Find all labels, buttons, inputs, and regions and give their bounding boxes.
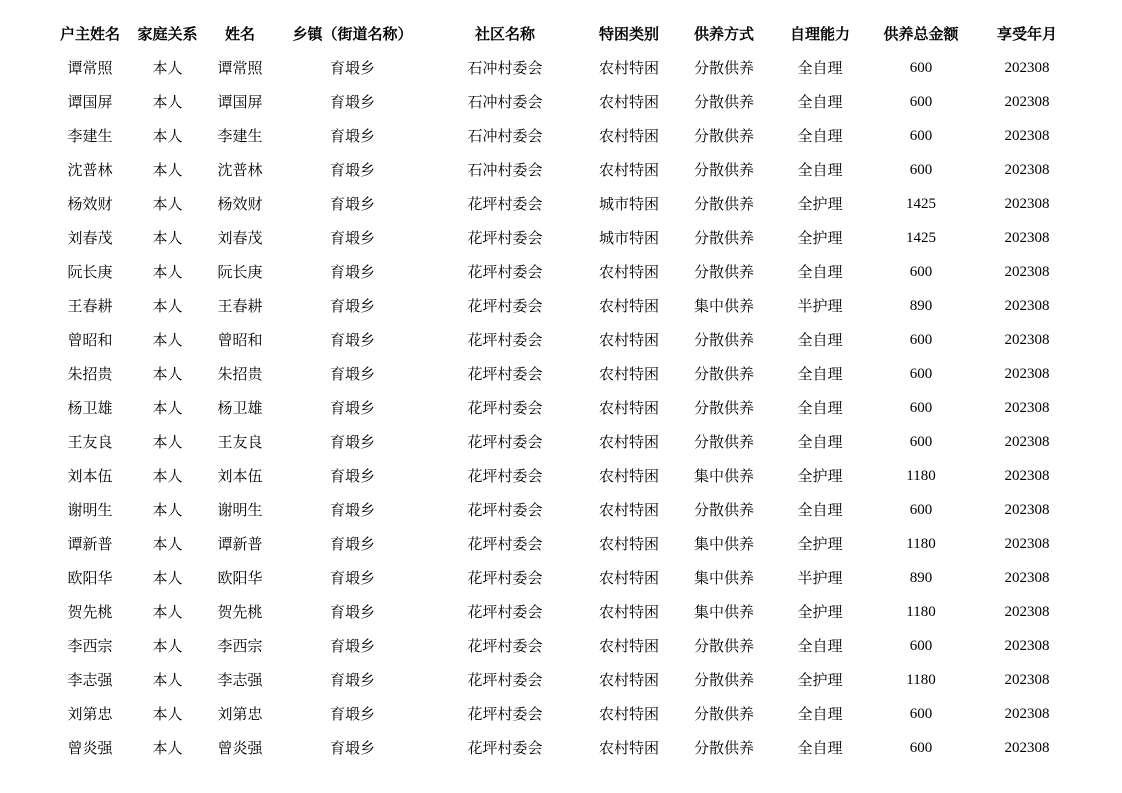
support-mode-cell: 分散供养: [693, 195, 754, 213]
name-cell: 杨卫雄: [217, 399, 263, 417]
total-amount-cell: 600: [909, 162, 933, 178]
name-cell: 曾炎强: [217, 739, 263, 757]
name-cell: 李志强: [217, 671, 263, 689]
support-mode-cell: 集中供养: [693, 467, 754, 485]
support-mode-cell: 分散供养: [693, 501, 754, 519]
name-cell: 王春耕: [217, 297, 263, 315]
householder-cell: 朱招贵: [67, 365, 113, 383]
category-cell: 农村特困: [598, 127, 659, 145]
self-care-cell: 半护理: [797, 297, 843, 315]
total-amount-cell: 1180: [906, 672, 936, 688]
community-cell: 花坪村委会: [467, 263, 543, 281]
relation-cell: 本人: [152, 195, 183, 213]
table-row: [55, 255, 1087, 289]
total-amount-cell: 1180: [906, 536, 936, 552]
table-row: [55, 731, 1087, 765]
year-month-cell: 202308: [1004, 400, 1050, 416]
support-mode-cell: 分散供养: [693, 739, 754, 757]
householder-cell: 谭新普: [67, 535, 113, 553]
community-cell: 石冲村委会: [467, 161, 543, 179]
community-cell: 花坪村委会: [467, 535, 543, 553]
self-care-cell: 半护理: [797, 569, 843, 587]
name-cell: 谭常照: [217, 59, 263, 77]
table-row: [55, 697, 1087, 731]
category-cell: 农村特困: [598, 603, 659, 621]
name-cell: 谭新普: [217, 535, 263, 553]
category-cell: 农村特困: [598, 705, 659, 723]
year-month-cell: 202308: [1004, 298, 1050, 314]
community-cell: 花坪村委会: [467, 297, 543, 315]
self-care-cell: 全自理: [797, 161, 843, 179]
total-amount-cell: 600: [909, 94, 933, 110]
support-mode-cell: 集中供养: [693, 603, 754, 621]
self-care-cell: 全自理: [797, 433, 843, 451]
total-amount-cell: 1180: [906, 604, 936, 620]
name-cell: 刘第忠: [217, 705, 263, 723]
self-care-cell: 全自理: [797, 263, 843, 281]
total-amount-cell: 600: [909, 264, 933, 280]
township-cell: 育塅乡: [329, 331, 375, 349]
householder-cell: 阮长庚: [67, 263, 113, 281]
relation-cell: 本人: [152, 433, 183, 451]
relation-cell: 本人: [152, 59, 183, 77]
year-month-cell: 202308: [1004, 264, 1050, 280]
support-mode-cell: 分散供养: [693, 263, 754, 281]
total-amount-cell: 1180: [906, 468, 936, 484]
year-month-cell: 202308: [1004, 366, 1050, 382]
self-care-cell: 全自理: [797, 127, 843, 145]
self-care-cell: 全自理: [797, 637, 843, 655]
community-cell: 花坪村委会: [467, 569, 543, 587]
total-amount-cell: 600: [909, 706, 933, 722]
name-cell: 沈普林: [217, 161, 263, 179]
township-cell: 育塅乡: [329, 569, 375, 587]
year-month-cell: 202308: [1004, 638, 1050, 654]
year-month-cell: 202308: [1004, 128, 1050, 144]
relation-cell: 本人: [152, 297, 183, 315]
support-mode-cell: 集中供养: [693, 297, 754, 315]
column-header-community: 社区名称: [474, 25, 535, 43]
total-amount-cell: 600: [909, 400, 933, 416]
community-cell: 花坪村委会: [467, 331, 543, 349]
township-cell: 育塅乡: [329, 263, 375, 281]
township-cell: 育塅乡: [329, 399, 375, 417]
total-amount-cell: 600: [909, 366, 933, 382]
table-row: [55, 51, 1087, 85]
table-row: [55, 357, 1087, 391]
table-body: [55, 51, 1087, 765]
total-amount-cell: 890: [909, 298, 933, 314]
community-cell: 花坪村委会: [467, 501, 543, 519]
column-header-support-mode: 供养方式: [693, 25, 754, 43]
householder-cell: 曾昭和: [67, 331, 113, 349]
year-month-cell: 202308: [1004, 536, 1050, 552]
year-month-cell: 202308: [1004, 672, 1050, 688]
year-month-cell: 202308: [1004, 468, 1050, 484]
support-mode-cell: 分散供养: [693, 93, 754, 111]
year-month-cell: 202308: [1004, 230, 1050, 246]
category-cell: 农村特困: [598, 297, 659, 315]
township-cell: 育塅乡: [329, 705, 375, 723]
householder-cell: 刘本伍: [67, 467, 113, 485]
table-row: [55, 153, 1087, 187]
relation-cell: 本人: [152, 467, 183, 485]
total-amount-cell: 1425: [906, 196, 936, 212]
header-row: [55, 17, 1087, 51]
table-row: [55, 323, 1087, 357]
category-cell: 农村特困: [598, 467, 659, 485]
table-row: [55, 119, 1087, 153]
table-row: [55, 561, 1087, 595]
category-cell: 城市特困: [598, 229, 659, 247]
total-amount-cell: 600: [909, 740, 933, 756]
township-cell: 育塅乡: [329, 59, 375, 77]
relation-cell: 本人: [152, 263, 183, 281]
table-row: [55, 459, 1087, 493]
category-cell: 农村特困: [598, 501, 659, 519]
column-header-category: 特困类别: [598, 25, 659, 43]
relation-cell: 本人: [152, 229, 183, 247]
township-cell: 育塅乡: [329, 365, 375, 383]
relation-cell: 本人: [152, 399, 183, 417]
table-row: [55, 391, 1087, 425]
self-care-cell: 全护理: [797, 467, 843, 485]
total-amount-cell: 890: [909, 570, 933, 586]
community-cell: 花坪村委会: [467, 739, 543, 757]
householder-cell: 曾炎强: [67, 739, 113, 757]
self-care-cell: 全自理: [797, 739, 843, 757]
relation-cell: 本人: [152, 161, 183, 179]
community-cell: 石冲村委会: [467, 59, 543, 77]
relation-cell: 本人: [152, 93, 183, 111]
householder-cell: 王友良: [67, 433, 113, 451]
year-month-cell: 202308: [1004, 162, 1050, 178]
name-cell: 阮长庚: [217, 263, 263, 281]
category-cell: 农村特困: [598, 399, 659, 417]
community-cell: 石冲村委会: [467, 127, 543, 145]
category-cell: 农村特困: [598, 569, 659, 587]
category-cell: 农村特困: [598, 93, 659, 111]
support-mode-cell: 分散供养: [693, 365, 754, 383]
column-header-total-amount: 供养总金额: [883, 25, 959, 43]
township-cell: 育塅乡: [329, 467, 375, 485]
self-care-cell: 全护理: [797, 603, 843, 621]
householder-cell: 刘第忠: [67, 705, 113, 723]
self-care-cell: 全护理: [797, 671, 843, 689]
support-mode-cell: 集中供养: [693, 535, 754, 553]
community-cell: 花坪村委会: [467, 365, 543, 383]
table-row: [55, 85, 1087, 119]
relation-cell: 本人: [152, 637, 183, 655]
support-mode-cell: 分散供养: [693, 229, 754, 247]
category-cell: 农村特困: [598, 331, 659, 349]
table-row: [55, 663, 1087, 697]
householder-cell: 谭常照: [67, 59, 113, 77]
category-cell: 农村特困: [598, 739, 659, 757]
community-cell: 花坪村委会: [467, 705, 543, 723]
column-header-relation: 家庭关系: [137, 25, 198, 43]
category-cell: 农村特困: [598, 535, 659, 553]
householder-cell: 杨效财: [67, 195, 113, 213]
table-row: [55, 425, 1087, 459]
community-cell: 花坪村委会: [467, 467, 543, 485]
community-cell: 花坪村委会: [467, 229, 543, 247]
relation-cell: 本人: [152, 331, 183, 349]
category-cell: 农村特困: [598, 263, 659, 281]
total-amount-cell: 600: [909, 332, 933, 348]
total-amount-cell: 1425: [906, 230, 936, 246]
township-cell: 育塅乡: [329, 603, 375, 621]
table-row: [55, 527, 1087, 561]
self-care-cell: 全护理: [797, 195, 843, 213]
category-cell: 农村特困: [598, 433, 659, 451]
householder-cell: 刘春茂: [67, 229, 113, 247]
community-cell: 石冲村委会: [467, 93, 543, 111]
name-cell: 李西宗: [217, 637, 263, 655]
name-cell: 曾昭和: [217, 331, 263, 349]
year-month-cell: 202308: [1004, 94, 1050, 110]
category-cell: 农村特困: [598, 365, 659, 383]
householder-cell: 欧阳华: [67, 569, 113, 587]
year-month-cell: 202308: [1004, 196, 1050, 212]
support-mode-cell: 分散供养: [693, 127, 754, 145]
support-mode-cell: 分散供养: [693, 637, 754, 655]
year-month-cell: 202308: [1004, 570, 1050, 586]
self-care-cell: 全自理: [797, 93, 843, 111]
table-row: [55, 187, 1087, 221]
township-cell: 育塅乡: [329, 93, 375, 111]
township-cell: 育塅乡: [329, 637, 375, 655]
name-cell: 王友良: [217, 433, 263, 451]
community-cell: 花坪村委会: [467, 399, 543, 417]
total-amount-cell: 600: [909, 60, 933, 76]
township-cell: 育塅乡: [329, 127, 375, 145]
community-cell: 花坪村委会: [467, 433, 543, 451]
relation-cell: 本人: [152, 535, 183, 553]
support-mode-cell: 分散供养: [693, 671, 754, 689]
support-mode-cell: 集中供养: [693, 569, 754, 587]
column-header-householder: 户主姓名: [59, 25, 120, 43]
township-cell: 育塅乡: [329, 229, 375, 247]
table-row: [55, 289, 1087, 323]
total-amount-cell: 600: [909, 128, 933, 144]
householder-cell: 贺先桃: [67, 603, 113, 621]
year-month-cell: 202308: [1004, 740, 1050, 756]
township-cell: 育塅乡: [329, 535, 375, 553]
householder-cell: 沈普林: [67, 161, 113, 179]
support-mode-cell: 分散供养: [693, 331, 754, 349]
name-cell: 刘本伍: [217, 467, 263, 485]
township-cell: 育塅乡: [329, 195, 375, 213]
relation-cell: 本人: [152, 739, 183, 757]
column-header-year-month: 享受年月: [996, 25, 1057, 43]
householder-cell: 李建生: [67, 127, 113, 145]
community-cell: 花坪村委会: [467, 603, 543, 621]
name-cell: 刘春茂: [217, 229, 263, 247]
relation-cell: 本人: [152, 127, 183, 145]
year-month-cell: 202308: [1004, 706, 1050, 722]
category-cell: 农村特困: [598, 59, 659, 77]
self-care-cell: 全自理: [797, 399, 843, 417]
householder-cell: 谢明生: [67, 501, 113, 519]
relation-cell: 本人: [152, 705, 183, 723]
table-row: [55, 221, 1087, 255]
relation-cell: 本人: [152, 365, 183, 383]
name-cell: 谢明生: [217, 501, 263, 519]
community-cell: 花坪村委会: [467, 671, 543, 689]
category-cell: 农村特困: [598, 161, 659, 179]
support-mode-cell: 分散供养: [693, 161, 754, 179]
township-cell: 育塅乡: [329, 671, 375, 689]
community-cell: 花坪村委会: [467, 637, 543, 655]
name-cell: 欧阳华: [217, 569, 263, 587]
self-care-cell: 全自理: [797, 365, 843, 383]
year-month-cell: 202308: [1004, 502, 1050, 518]
township-cell: 育塅乡: [329, 297, 375, 315]
self-care-cell: 全护理: [797, 535, 843, 553]
relation-cell: 本人: [152, 501, 183, 519]
table-row: [55, 595, 1087, 629]
community-cell: 花坪村委会: [467, 195, 543, 213]
year-month-cell: 202308: [1004, 332, 1050, 348]
name-cell: 李建生: [217, 127, 263, 145]
relation-cell: 本人: [152, 671, 183, 689]
support-mode-cell: 分散供养: [693, 399, 754, 417]
name-cell: 杨效财: [217, 195, 263, 213]
township-cell: 育塅乡: [329, 161, 375, 179]
householder-cell: 王春耕: [67, 297, 113, 315]
township-cell: 育塅乡: [329, 739, 375, 757]
householder-cell: 谭国屏: [67, 93, 113, 111]
total-amount-cell: 600: [909, 434, 933, 450]
category-cell: 农村特困: [598, 637, 659, 655]
relation-cell: 本人: [152, 603, 183, 621]
column-header-township: 乡镇（街道名称）: [292, 25, 413, 43]
year-month-cell: 202308: [1004, 604, 1050, 620]
support-roster-table: [55, 17, 1087, 765]
township-cell: 育塅乡: [329, 433, 375, 451]
column-header-name: 姓名: [224, 25, 255, 43]
year-month-cell: 202308: [1004, 60, 1050, 76]
householder-cell: 李西宗: [67, 637, 113, 655]
self-care-cell: 全自理: [797, 331, 843, 349]
support-mode-cell: 分散供养: [693, 433, 754, 451]
year-month-cell: 202308: [1004, 434, 1050, 450]
total-amount-cell: 600: [909, 502, 933, 518]
category-cell: 城市特困: [598, 195, 659, 213]
column-header-self-care: 自理能力: [789, 25, 850, 43]
name-cell: 贺先桃: [217, 603, 263, 621]
total-amount-cell: 600: [909, 638, 933, 654]
self-care-cell: 全自理: [797, 501, 843, 519]
householder-cell: 杨卫雄: [67, 399, 113, 417]
name-cell: 谭国屏: [217, 93, 263, 111]
relation-cell: 本人: [152, 569, 183, 587]
self-care-cell: 全护理: [797, 229, 843, 247]
self-care-cell: 全自理: [797, 705, 843, 723]
table-row: [55, 493, 1087, 527]
name-cell: 朱招贵: [217, 365, 263, 383]
township-cell: 育塅乡: [329, 501, 375, 519]
category-cell: 农村特困: [598, 671, 659, 689]
householder-cell: 李志强: [67, 671, 113, 689]
support-mode-cell: 分散供养: [693, 705, 754, 723]
support-mode-cell: 分散供养: [693, 59, 754, 77]
table-row: [55, 629, 1087, 663]
self-care-cell: 全自理: [797, 59, 843, 77]
